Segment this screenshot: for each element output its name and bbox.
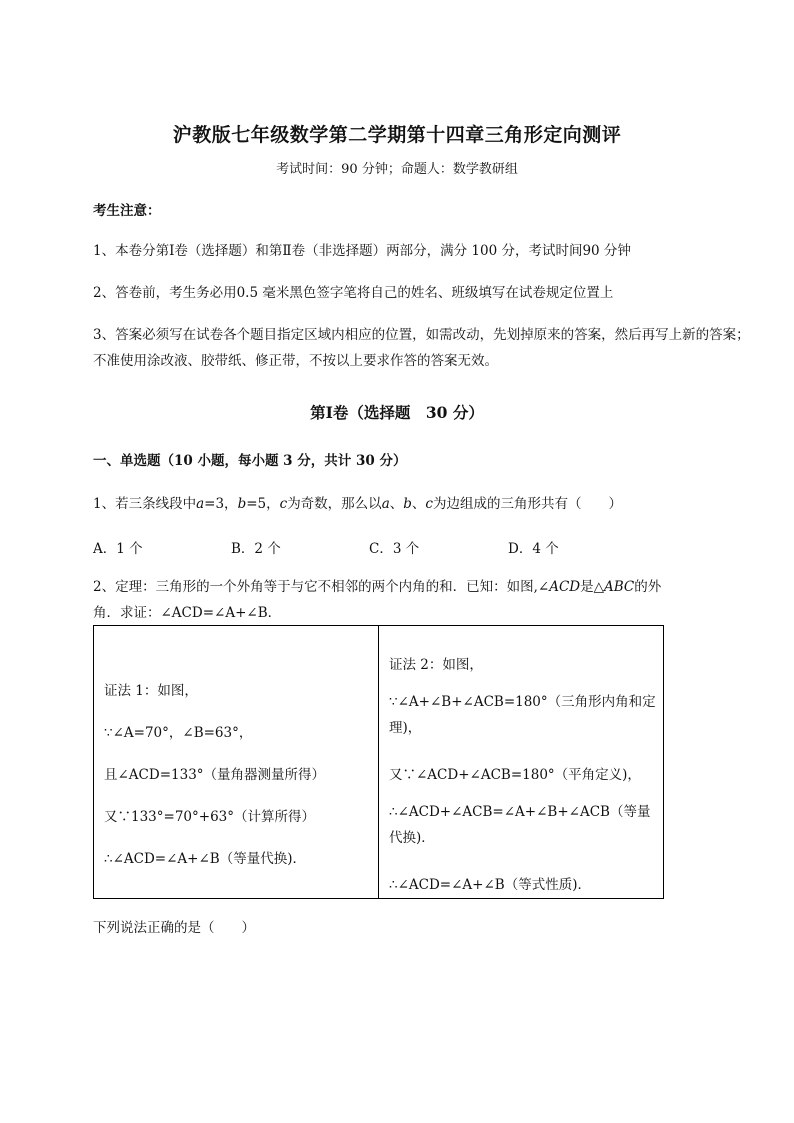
proof-2-line: 又∵∠ACD+∠ACB=180°（平角定义)，	[389, 767, 641, 783]
q1-text: 为奇数，那么以	[287, 496, 382, 512]
option-c: C．3 个	[369, 541, 420, 557]
proof-1-line: ∴∠ACD=∠A+∠B（等量代换)．	[104, 851, 306, 867]
page-title: 沪教版七年级数学第二学期第十四章三角形定向测评	[172, 124, 622, 146]
notice-heading: 考生注意：	[93, 203, 161, 219]
question-2-line-1	[93, 574, 753, 600]
exam-info: 考试时间：90 分钟；命题人：数学教研组	[276, 162, 518, 177]
q1-text: 1、若三条线段中	[93, 496, 197, 512]
proof-1-cell	[94, 626, 379, 899]
q2-text: 是△	[580, 579, 604, 595]
proof-1-line: 又∵133°=70°+63°（计算所得）	[104, 809, 315, 825]
proof-1-line: 证法 1：如图，	[104, 683, 198, 699]
option-b: B．2 个	[231, 541, 281, 557]
q2-var: ABC	[604, 579, 635, 595]
q1-var: a	[381, 496, 390, 512]
q2-var: ACD	[549, 579, 581, 595]
q1-text: 、	[389, 496, 404, 512]
q1-var: c	[425, 496, 433, 512]
q2-text: 的外	[634, 579, 662, 595]
q1-var: a	[196, 496, 205, 512]
q1-var: b	[237, 496, 247, 512]
proof-1-line: ∵∠A=70°，∠B=63°，	[104, 725, 253, 741]
proof-2-line: ∴∠ACD+∠ACB=∠A+∠B+∠ACB（等量代换)．	[389, 804, 651, 846]
proof-table	[93, 625, 664, 899]
option-d: D．4 个	[508, 541, 559, 557]
q1-text: =5，	[246, 496, 280, 512]
notice-item-2: 2、答卷前，考生务必用0.5 毫米黑色签字笔将自己的姓名、班级填写在试卷规定位置上	[93, 285, 614, 301]
q1-text: 为边组成的三角形共有（ ）	[432, 496, 622, 512]
q1-var: b	[403, 496, 412, 512]
question-2-line-2: 角．求证：∠ACD=∠A+∠B．	[93, 605, 282, 621]
q1-text: 、	[411, 496, 426, 512]
proof-2-cell	[379, 626, 664, 899]
part-heading: 一、单选题（10 小题，每小题 3 分，共计 30 分）	[93, 453, 407, 469]
proof-1-line: 且∠ACD=133°（量角器测量所得）	[104, 767, 326, 783]
proof-2-line: 证法 2：如图，	[389, 657, 483, 673]
q1-text: =3，	[204, 496, 238, 512]
q1-var: c	[279, 496, 288, 512]
option-a: A．1 个	[93, 541, 143, 557]
notice-item-3: 3、答案必须写在试卷各个题目指定区域内相应的位置，如需改动，先划掉原来的答案，然后再写上新的答案；不准使用涂改液、胶带纸、修正带，不按以上要求作答的答案无效。	[93, 327, 750, 369]
q2-text: 2、定理：三角形的一个外角等于与它不相邻的两个内角的和．已知：如图,∠	[93, 579, 550, 595]
proof-2-line: ∴∠ACD=∠A+∠B（等式性质)．	[389, 877, 591, 893]
question-1	[93, 491, 753, 517]
notice-item-1: 1、本卷分第Ⅰ卷（选择题）和第Ⅱ卷（非选择题）两部分，满分 100 分，考试时间90 分钟	[93, 243, 631, 259]
section-title: 第Ⅰ卷（选择题 30 分）	[310, 403, 484, 422]
question-2-prompt: 下列说法正确的是（ ）	[93, 920, 255, 936]
proof-2-line: ∵∠A+∠B+∠ACB=180°（三角形内角和定理)，	[389, 694, 656, 736]
